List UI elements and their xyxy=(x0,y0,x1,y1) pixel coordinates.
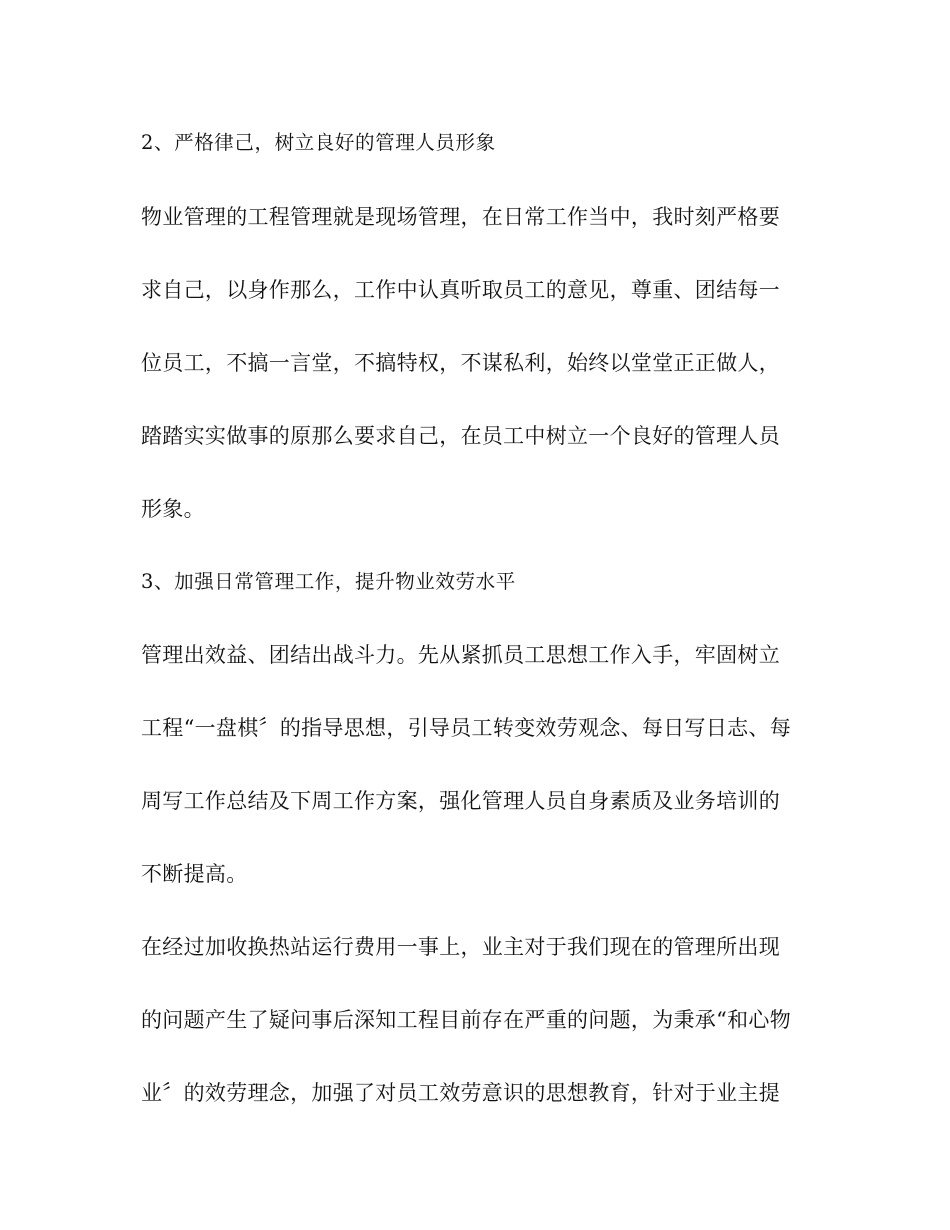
paragraph-line: 在经过加收换热站运行费用一事上，业主对于我们现在的管理所出现 xyxy=(141,935,780,959)
paragraph-line: 管理出效益、团结出战斗力。先从紧抓员工思想工作入手，牢固树立 xyxy=(141,643,780,667)
section-heading-2: 2、严格律己，树立良好的管理人员形象 xyxy=(141,131,496,154)
section-heading-3: 3、加强日常管理工作，提升物业效劳水平 xyxy=(141,570,516,593)
paragraph-line: 不断提高。 xyxy=(141,862,248,886)
paragraph-line: 业〞的效劳理念，加强了对员工效劳意识的思想教育，针对于业主提 xyxy=(141,1081,780,1105)
paragraph-line: 物业管理的工程管理就是现场管理，在日常工作当中，我时刻严格要 xyxy=(141,205,780,229)
paragraph-line: 形象。 xyxy=(141,497,205,521)
paragraph-line: 求自己，以身作那么，工作中认真听取员工的意见，尊重、团结每一 xyxy=(141,278,780,302)
paragraph-line: 工程“一盘棋〞的指导思想，引导员工转变效劳观念、每日写日志、每 xyxy=(141,716,792,740)
paragraph-line: 的问题产生了疑问事后深知工程目前存在严重的问题，为秉承“和心物 xyxy=(141,1008,792,1032)
paragraph-line: 周写工作总结及下周工作方案，强化管理人员自身素质及业务培训的 xyxy=(141,789,780,813)
paragraph-line: 位员工，不搞一言堂，不搞特权，不谋私利，始终以堂堂正正做人， xyxy=(141,351,780,375)
paragraph-line: 踏踏实实做事的原那么要求自己，在员工中树立一个良好的管理人员 xyxy=(141,424,780,448)
